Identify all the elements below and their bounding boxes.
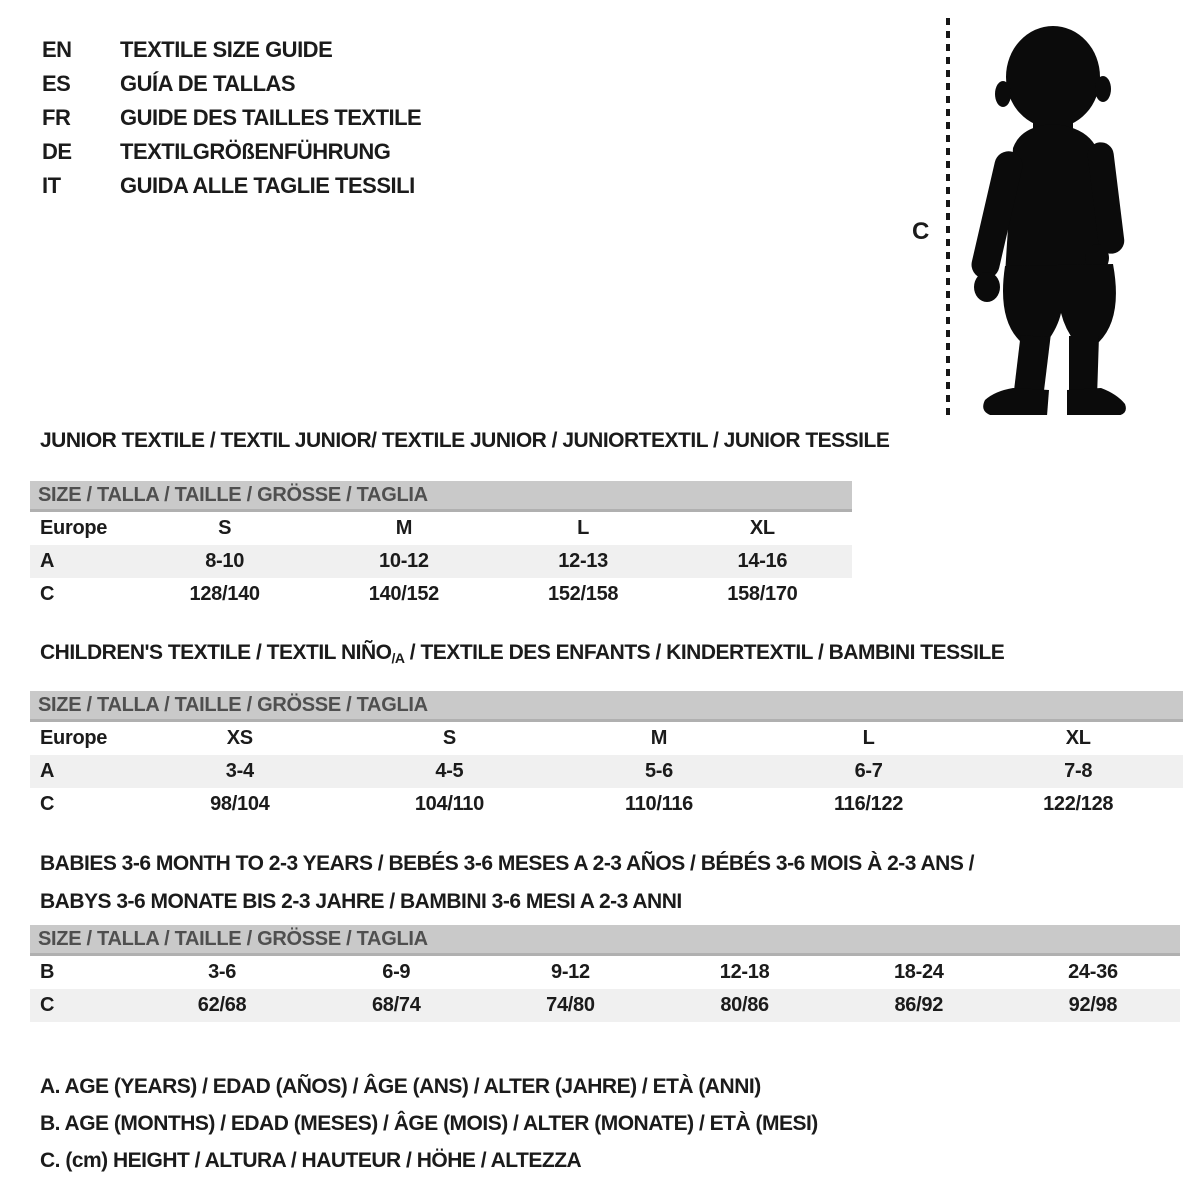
junior-section-title: JUNIOR TEXTILE / TEXTIL JUNIOR/ TEXTILE JUNIOR / JUNIORTEXTIL / JUNIOR TESSILE	[40, 429, 890, 452]
size-cell: M	[650, 727, 668, 749]
size-cell: 92/98	[1068, 994, 1118, 1016]
row-label: A	[40, 550, 55, 572]
list-item	[42, 135, 421, 169]
children-title-post: / TEXTILE DES ENFANTS / KINDERTEXTIL / BAMBINI TESSILE	[404, 641, 1005, 664]
children-size-table	[30, 691, 1183, 821]
guide-title: TEXTILGRÖßENFÜHRUNG	[120, 139, 391, 164]
legend-line-c: C. (cm) HEIGHT / ALTURA / HAUTEUR / HÖHE / ALTEZZA	[40, 1148, 582, 1172]
legend-line-b: B. AGE (MONTHS) / EDAD (MESES) / ÂGE (MOIS) / ALTER (MONATE) / ETÀ (MESI)	[40, 1111, 818, 1135]
size-cell: 62/68	[197, 994, 247, 1016]
size-cell: S	[218, 517, 232, 539]
babies-title-line1: BABIES 3-6 MONTH TO 2-3 YEARS / BEBÉS 3-6 MESES A 2-3 AÑOS / BÉBÉS 3-6 MOIS À 2-3 ANS /	[40, 852, 975, 875]
language-code: FR	[42, 105, 71, 130]
size-cell: 18-24	[893, 961, 944, 983]
table-row	[30, 722, 1183, 755]
table-row	[30, 578, 852, 611]
table-row	[30, 755, 1183, 788]
size-cell: 8-10	[205, 550, 245, 572]
size-cell: M	[395, 517, 413, 539]
row-label: C	[40, 793, 55, 815]
size-cell: 86/92	[894, 994, 944, 1016]
row-label: C	[40, 994, 55, 1016]
children-section-title	[40, 641, 1004, 666]
size-cell: 12-18	[719, 961, 770, 983]
junior-size-table	[30, 481, 852, 611]
legend-line-a: A. AGE (YEARS) / EDAD (AÑOS) / ÂGE (ANS) / ALTER (JAHRE) / ETÀ (ANNI)	[40, 1074, 761, 1098]
list-item	[42, 67, 421, 101]
list-item	[42, 169, 421, 203]
size-cell: 14-16	[737, 550, 788, 572]
row-label: Europe	[40, 727, 108, 749]
babies-title-line2: BABYS 3-6 MONATE BIS 2-3 JAHRE / BAMBINI 3-6 MESI A 2-3 ANNI	[40, 890, 682, 913]
children-title-pre: CHILDREN'S TEXTILE / TEXTIL NIÑO	[40, 641, 392, 664]
size-cell: XL	[749, 517, 775, 539]
legend	[40, 1068, 818, 1179]
list-item	[42, 33, 421, 67]
toddler-silhouette-icon	[965, 22, 1137, 415]
size-header-bar: SIZE / TALLA / TAILLE / GRÖSSE / TAGLIA	[30, 691, 1183, 722]
size-cell: 122/128	[1043, 793, 1114, 815]
size-cell: 3-4	[225, 760, 254, 782]
row-label: B	[40, 961, 55, 983]
size-cell: 3-6	[208, 961, 237, 983]
size-cell: 24-36	[1068, 961, 1118, 983]
children-title-subscript: /A	[391, 650, 405, 666]
size-cell: L	[862, 727, 875, 749]
size-cell: 158/170	[727, 583, 798, 605]
children-table-rows	[30, 722, 1183, 821]
size-header-bar: SIZE / TALLA / TAILLE / GRÖSSE / TAGLIA	[30, 481, 852, 512]
size-cell: 104/110	[414, 793, 484, 815]
row-label: C	[40, 583, 55, 605]
size-cell: 140/152	[368, 583, 439, 605]
babies-section-title	[40, 845, 974, 921]
size-cell: 128/140	[189, 583, 260, 605]
size-cell: S	[442, 727, 456, 749]
table-row	[30, 512, 852, 545]
babies-table-rows	[30, 956, 1180, 1022]
size-cell: 6-7	[854, 760, 883, 782]
size-cell: 98/104	[210, 793, 270, 815]
size-cell: 6-9	[382, 961, 411, 983]
height-measure-label: C	[912, 218, 930, 245]
size-cell: 80/86	[720, 994, 769, 1016]
size-cell: 74/80	[546, 994, 595, 1016]
language-code: ES	[42, 71, 71, 96]
size-cell: XS	[226, 727, 253, 749]
babies-size-table	[30, 925, 1180, 1022]
size-cell: XL	[1065, 727, 1091, 749]
size-cell: 5-6	[644, 760, 673, 782]
language-code: EN	[42, 37, 72, 62]
row-label: A	[40, 760, 55, 782]
guide-title: GUÍA DE TALLAS	[120, 71, 296, 96]
language-code: DE	[42, 139, 72, 164]
table-row	[30, 989, 1180, 1022]
guide-title: GUIDE DES TAILLES TEXTILE	[120, 105, 422, 130]
height-measure-dashed-line	[946, 18, 950, 416]
size-cell: 7-8	[1064, 760, 1093, 782]
row-label: Europe	[40, 517, 108, 539]
table-row	[30, 545, 852, 578]
junior-table-rows	[30, 512, 852, 611]
size-cell: 68/74	[371, 994, 421, 1016]
size-cell: 9-12	[551, 961, 590, 983]
size-cell: 12-13	[558, 550, 608, 572]
list-item	[42, 101, 421, 135]
size-cell: 4-5	[435, 760, 464, 782]
size-cell: 116/122	[834, 793, 904, 815]
language-title-list	[42, 33, 421, 203]
size-cell: L	[577, 517, 590, 539]
table-row	[30, 788, 1183, 821]
table-row	[30, 956, 1180, 989]
language-code: IT	[42, 173, 61, 198]
size-cell: 110/116	[624, 793, 693, 815]
size-cell: 152/158	[548, 583, 619, 605]
size-cell: 10-12	[379, 550, 429, 572]
size-header-bar: SIZE / TALLA / TAILLE / GRÖSSE / TAGLIA	[30, 925, 1180, 956]
guide-title: GUIDA ALLE TAGLIE TESSILI	[120, 173, 415, 198]
guide-title: TEXTILE SIZE GUIDE	[120, 37, 333, 62]
